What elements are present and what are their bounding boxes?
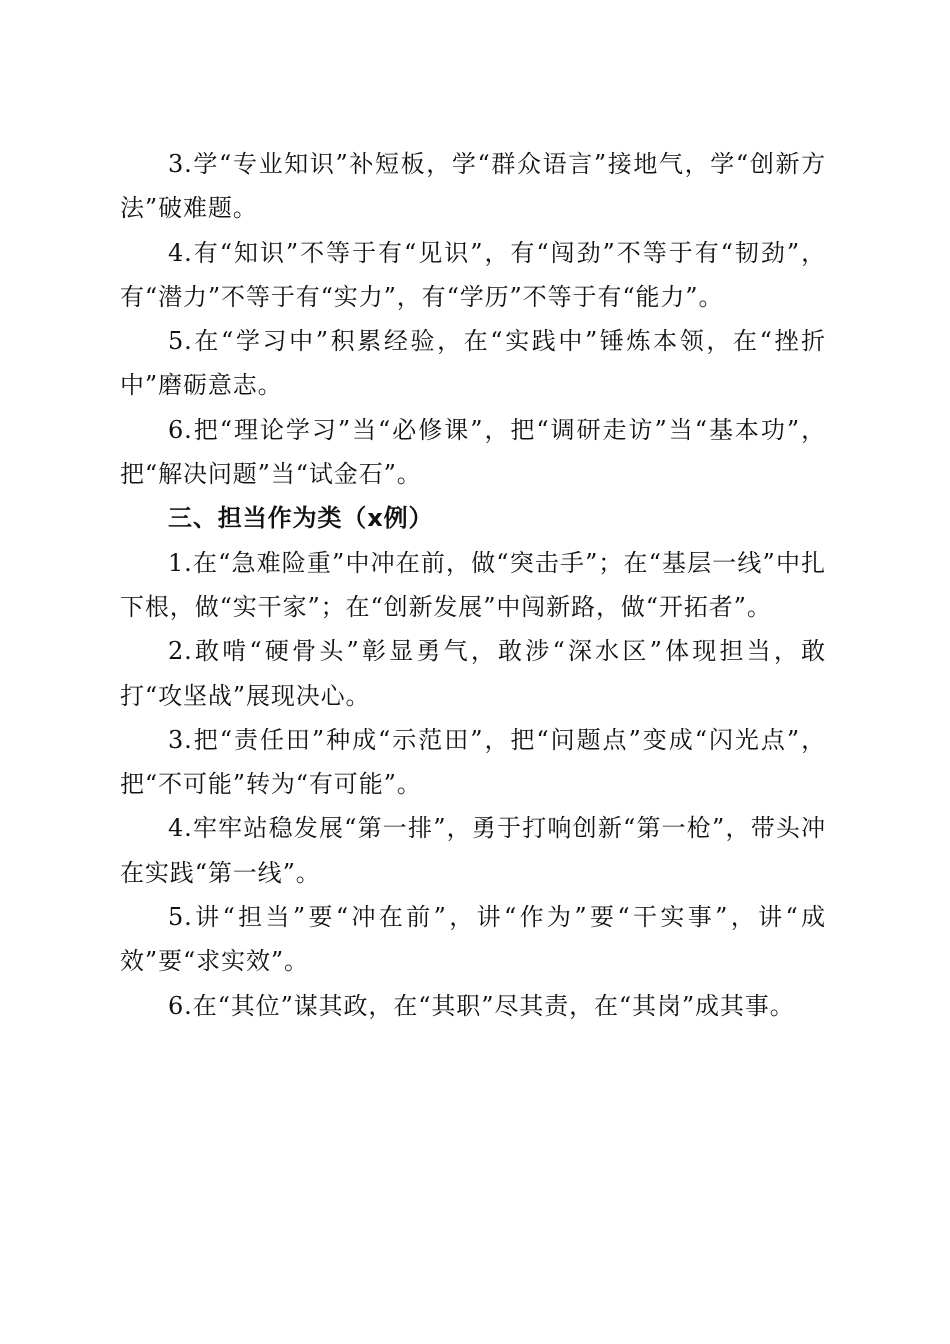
section3-item-6: 6.在“其位”谋其政，在“其职”尽其责，在“其岗”成其事。 <box>168 991 795 1020</box>
paragraph-item-4: 4.有“知识”不等于有“见识”，有“闯劲”不等于有“韧劲”，有“潜力”不等于有“实力”，有“学历”不等于有“能力”。 <box>120 238 826 311</box>
paragraph-item-5: 5.在“学习中”积累经验，在“实践中”锤炼本领，在“挫折中”磨砺意志。 <box>120 327 826 400</box>
section3-item-5: 5.讲“担当”要“冲在前”，讲“作为”要“干实事”，讲“成效”要“求实效”。 <box>120 903 826 976</box>
section3-item-4: 4.牢牢站稳发展“第一排”，勇于打响创新“第一枪”，带头冲在实践“第一线”。 <box>120 814 826 887</box>
section3-item-3: 3.把“责任田”种成“示范田”，把“问题点”变成“闪光点”，把“不可能”转为“有可能”。 <box>120 725 826 799</box>
section3-item-1: 1.在“急难险重”中冲在前，做“突击手”；在“基层一线”中扎下根，做“实干家”；在“创新发展”中闯新路，做“开拓者”。 <box>120 548 826 621</box>
paragraph-item-3: 3.学“专业知识”补短板，学“群众语言”接地气，学“创新方法”破难题。 <box>120 150 826 223</box>
section-heading: 三、担当作为类（x例） <box>168 504 434 533</box>
paragraph-item-6: 6.把“理论学习”当“必修课”，把“调研走访”当“基本功”，把“解决问题”当“试金石”。 <box>120 415 826 489</box>
document-page <box>120 142 826 1028</box>
section3-item-2: 2.敢啃“硬骨头”彰显勇气，敢涉“深水区”体现担当，敢打“攻坚战”展现决心。 <box>120 637 826 710</box>
